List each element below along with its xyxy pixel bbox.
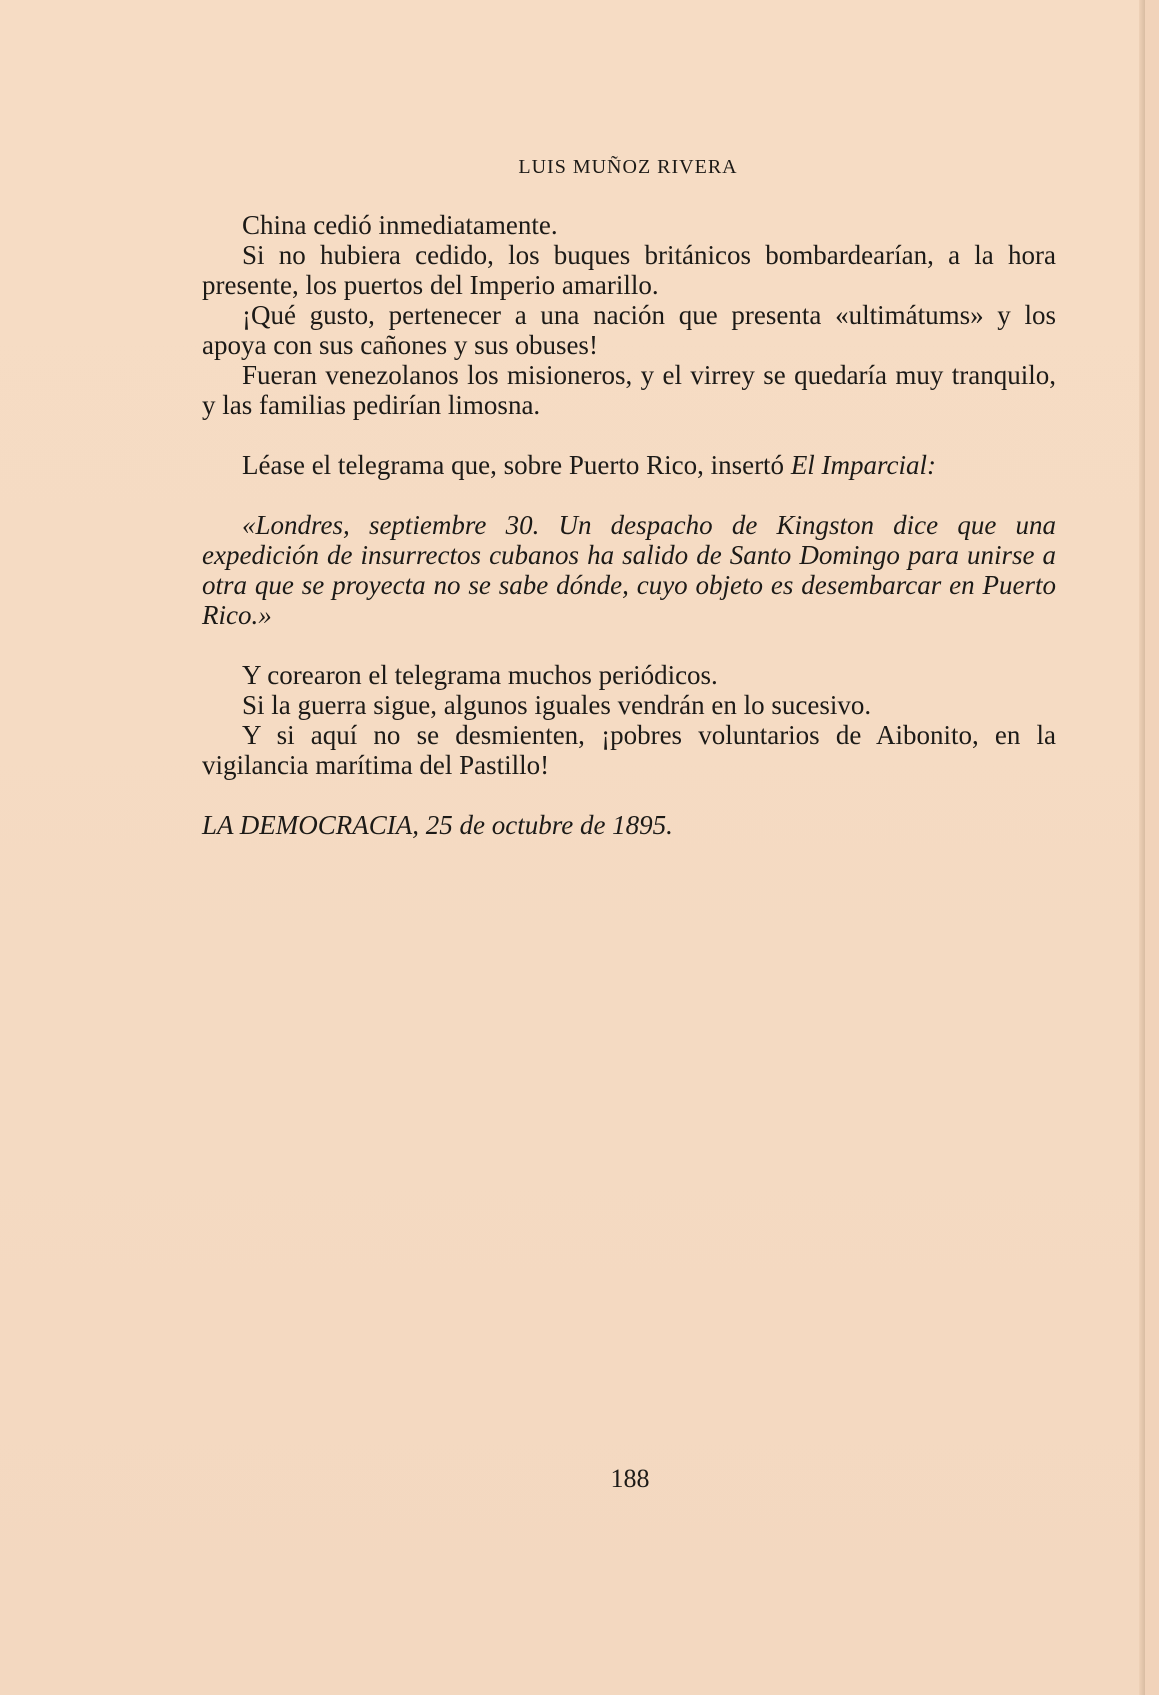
paragraph-bombardment: Si no hubiera cedido, los buques británicos bombardearían, a la hora presente, los puertos del Imperio amarillo.: [202, 240, 1056, 300]
paragraph-guerra: Si la guerra sigue, algunos iguales vendrán en lo sucesivo.: [242, 690, 872, 720]
page-edge: [1145, 0, 1159, 1695]
paragraph-missionaries: Fueran venezolanos los misioneros, y el virrey se quedaría muy tranquilo, y las familias pedirían limosna.: [202, 360, 1056, 420]
telegram-intro-text: Léase el telegrama que, sobre Puerto Rico, insertó: [242, 450, 791, 480]
quote-open-mark: «: [242, 510, 256, 540]
paragraph-aibonito: Y si aquí no se desmienten, ¡pobres voluntarios de Aibonito, en la vigilancia marítima del Pastillo!: [202, 720, 1056, 780]
paragraph-gap: [202, 420, 1056, 450]
quote-close-mark: »: [258, 600, 272, 630]
paragraph-telegram-intro: [202, 450, 1056, 480]
body-text: [202, 210, 1056, 840]
paragraph-gap: [202, 480, 1056, 510]
source-signature: LA DEMOCRACIA, 25 de octubre de 1895.: [202, 810, 673, 840]
quote-text: Londres, septiembre 30. Un despacho de Kingston dice que una expedición de insurrectos cubanos ha salido de Santo Domingo para unirse a otra que se proyecta no se sabe dónde, cuyo objeto es desembarcar en Puerto Rico.: [202, 510, 1056, 630]
paragraph-corearon: Y corearon el telegrama muchos periódicos.: [242, 660, 718, 690]
page-number: 188: [610, 1464, 650, 1493]
newspaper-name: El Imparcial:: [790, 450, 937, 480]
running-head: LUIS MUÑOZ RIVERA: [518, 156, 738, 178]
quoted-telegram: [202, 510, 1056, 630]
paragraph-gap: [202, 630, 1056, 660]
paragraph-ultimatums: ¡Qué gusto, pertenecer a una nación que presenta «ultimátums» y los apoya con sus cañones y sus obuses!: [202, 300, 1056, 360]
paragraph-gap: [202, 780, 1056, 810]
paragraph-china: China cedió inmediatamente.: [242, 210, 558, 240]
